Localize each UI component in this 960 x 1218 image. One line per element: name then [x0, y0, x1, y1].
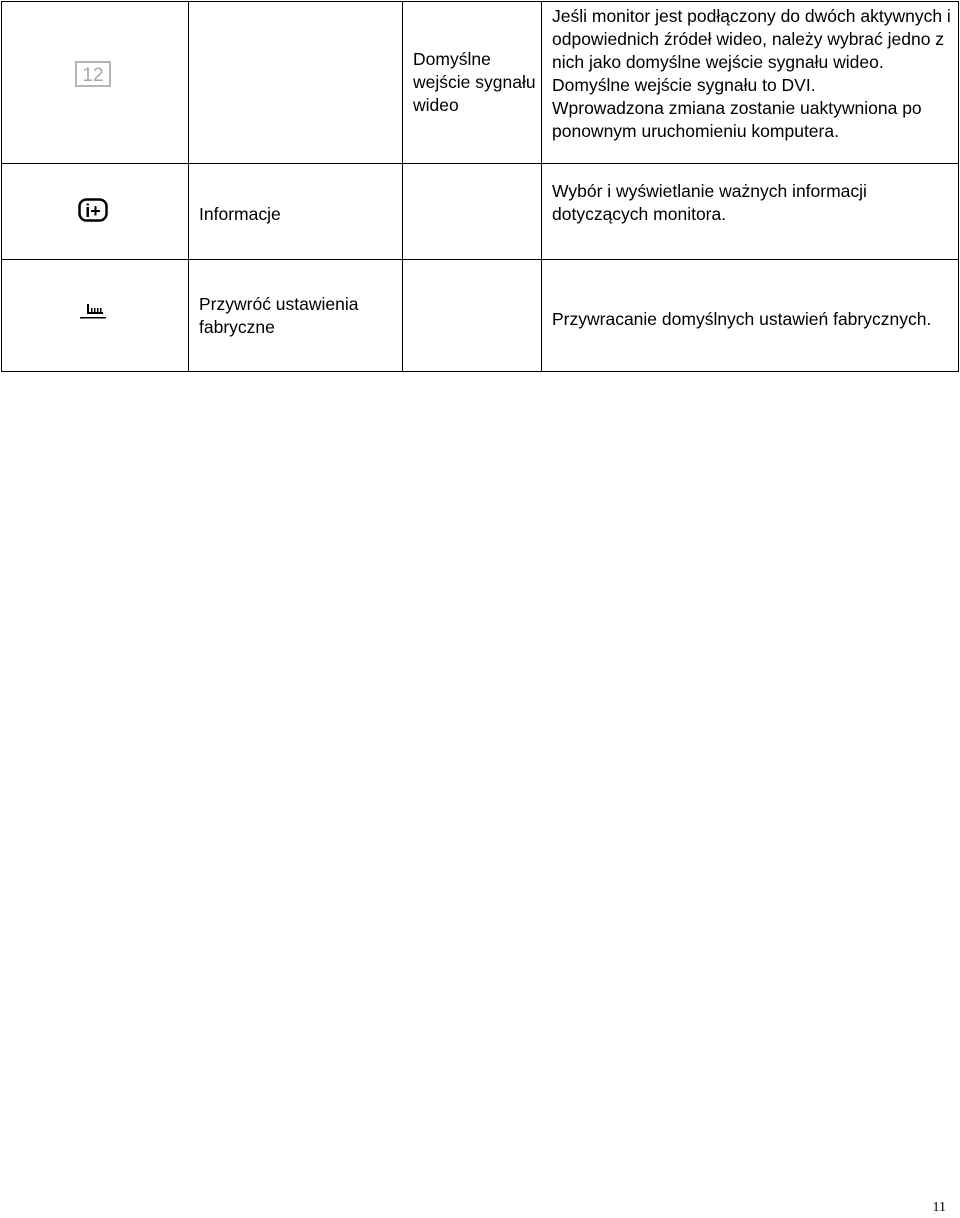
input-select-12-icon — [75, 61, 111, 93]
description-cell — [542, 2, 959, 164]
description-line: Przywracanie domyślnych ustawień fabrycznych. — [552, 309, 932, 329]
description-line: Domyślne wejście sygnału to DVI. — [552, 75, 816, 95]
page-number: 11 — [932, 1200, 946, 1215]
icon-cell — [2, 164, 189, 260]
submenu-item-name — [403, 260, 542, 372]
table-row — [2, 260, 959, 372]
svg-text:i+: i+ — [85, 200, 101, 221]
osd-menu-table — [1, 1, 959, 372]
table-row — [2, 164, 959, 260]
menu-item-name — [189, 2, 403, 164]
description-cell — [542, 260, 959, 372]
description-cell — [542, 164, 959, 260]
table-row — [2, 2, 959, 164]
menu-item-name: Informacje — [189, 164, 403, 260]
submenu-item-name — [403, 164, 542, 260]
description-line: Wprowadzona zmiana zostanie uaktywniona po ponownym uruchomieniu komputera. — [552, 98, 922, 141]
description-line: Wybór i wyświetlanie ważnych informacji dotyczących monitora. — [552, 181, 867, 224]
icon-cell — [2, 260, 189, 372]
information-icon — [78, 198, 108, 228]
svg-text:12: 12 — [82, 64, 104, 86]
description-line: Jeśli monitor jest podłączony do dwóch aktywnych i odpowiednich źródeł wideo, należy wybrać jedno z nich jako domyślne wejście sygnału wideo. — [552, 6, 951, 72]
menu-item-name: Przywróć ustawienia fabryczne — [189, 260, 403, 372]
icon-cell — [2, 2, 189, 164]
submenu-item-name: Domyślne wejście sygnału wideo — [403, 2, 542, 164]
factory-reset-icon — [78, 301, 108, 325]
